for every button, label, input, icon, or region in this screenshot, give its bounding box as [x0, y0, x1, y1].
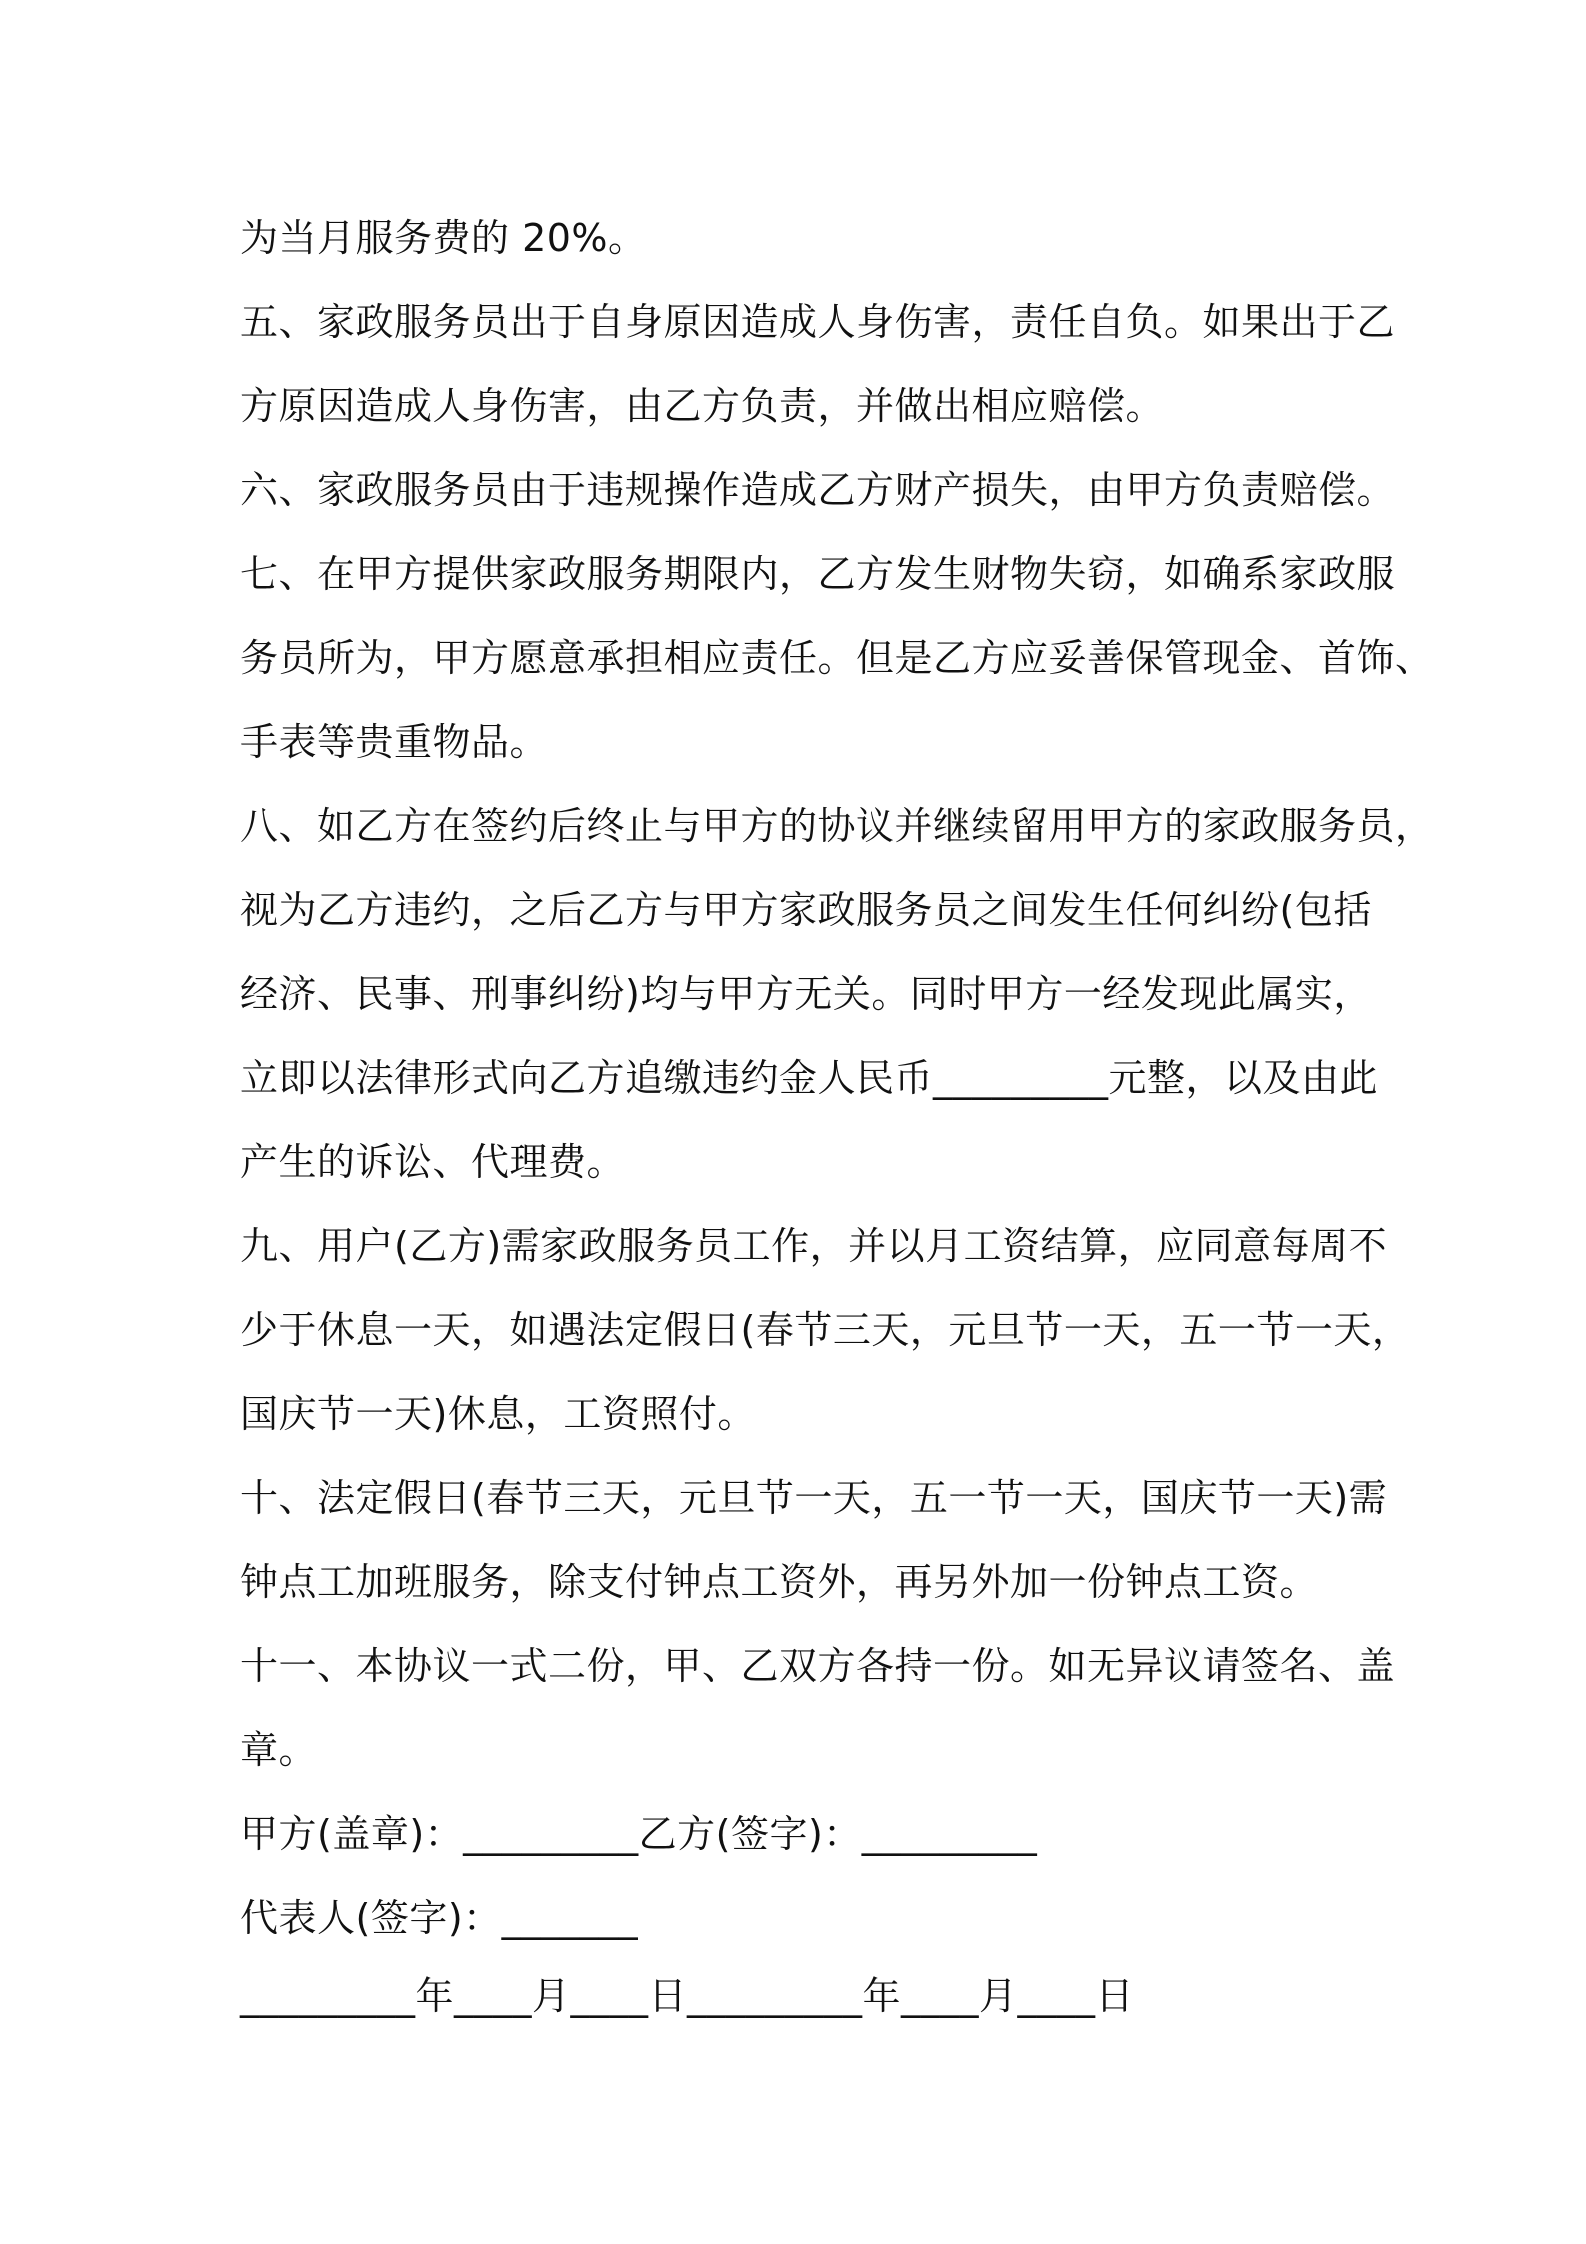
clause-9-line-2: 少于休息一天，如遇法定假日(春节三天，元旦节一天，五一节一天， [240, 1308, 1411, 1352]
clause-10-line-2: 钟点工加班服务，除支付钟点工资外，再另外加一份钟点工资。 [240, 1560, 1319, 1604]
clause-8-line-4: 立即以法律形式向乙方追缴违约金人民币_________元整，以及由此 [240, 1056, 1379, 1100]
clause-8-line-1: 八、如乙方在签约后终止与甲方的协议并继续留用甲方的家政服务员， [240, 804, 1434, 848]
clause-10-line-1: 十、法定假日(春节三天，元旦节一天，五一节一天，国庆节一天)需 [240, 1476, 1388, 1520]
contract-body [240, 196, 1434, 2038]
clause-5-line-2: 方原因造成人身伤害，由乙方负责，并做出相应赔偿。 [240, 384, 1165, 428]
clause-7-line-3: 手表等贵重物品。 [240, 720, 549, 764]
clause-8-line-2: 视为乙方违约，之后乙方与甲方家政服务员之间发生任何纠纷(包括 [240, 888, 1372, 932]
signature-dates: _________年____月____日_________年____月____日 [240, 1974, 1135, 2018]
signature-representative: 代表人(签字)：_______ [240, 1896, 639, 1940]
text-line: 为当月服务费的 20%。 [240, 216, 647, 260]
clause-6-line-1: 六、家政服务员由于违规操作造成乙方财产损失，由甲方负责赔偿。 [240, 468, 1396, 512]
clause-11-line-1: 十一、本协议一式二份，甲、乙双方各持一份。如无异议请签名、盖 [240, 1644, 1396, 1688]
clause-8-line-5: 产生的诉讼、代理费。 [240, 1140, 626, 1184]
signature-parties: 甲方(盖章)：_________乙方(签字)：_________ [240, 1812, 1038, 1856]
clause-9-line-3: 国庆节一天)休息，工资照付。 [240, 1392, 756, 1436]
clause-7-line-2: 务员所为，甲方愿意承担相应责任。但是乙方应妥善保管现金、首饰、 [240, 636, 1434, 680]
clause-8-line-3: 经济、民事、刑事纠纷)均与甲方无关。同时甲方一经发现此属实， [240, 972, 1372, 1016]
clause-7-line-1: 七、在甲方提供家政服务期限内，乙方发生财物失窃，如确系家政服 [240, 552, 1396, 596]
clause-5-line-1: 五、家政服务员出于自身原因造成人身伤害，责任自负。如果出于乙 [240, 300, 1396, 344]
clause-9-line-1: 九、用户(乙方)需家政服务员工作，并以月工资结算，应同意每周不 [240, 1224, 1388, 1268]
clause-11-line-2: 章。 [240, 1728, 318, 1772]
